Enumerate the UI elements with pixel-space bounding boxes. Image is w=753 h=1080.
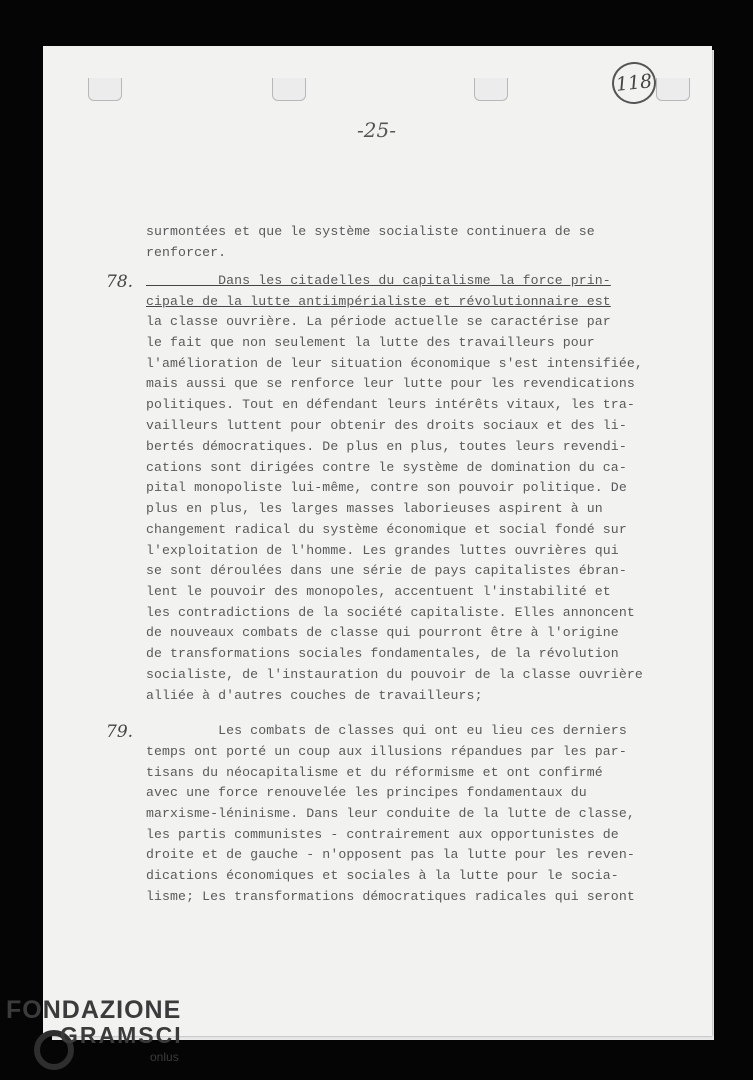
text-line: cipale de la lutte antiimpérialiste et révolutionnaire est bbox=[146, 294, 611, 309]
binder-hole bbox=[656, 78, 690, 101]
paragraph-number: 79. bbox=[106, 722, 134, 742]
text-line: bertés démocratiques. De plus en plus, toutes leurs revendi- bbox=[146, 439, 627, 454]
watermark-line-2: GRAMSCI bbox=[60, 1022, 183, 1048]
text-line: alliée à d'autres couches de travailleurs; bbox=[146, 688, 483, 703]
text-line: mais aussi que se renforce leur lutte pour les revendications bbox=[146, 376, 635, 391]
binder-hole bbox=[272, 78, 306, 101]
page-number: -25- bbox=[357, 118, 396, 142]
text-line: cations sont dirigées contre le système de domination du ca- bbox=[146, 460, 627, 475]
paragraph-number: 78. bbox=[106, 272, 134, 292]
text-line: lent le pouvoir des monopoles, accentuent l'instabilité et bbox=[146, 584, 611, 599]
watermark-line-3: onlus bbox=[150, 1050, 179, 1064]
text-line: plus en plus, les larges masses laborieuses aspirent à un bbox=[146, 501, 603, 516]
text-line: les contradictions de la société capitaliste. Elles annoncent bbox=[146, 605, 635, 620]
folio-number: 118 bbox=[610, 60, 658, 106]
text-line: vailleurs luttent pour obtenir des droits sociaux et des li- bbox=[146, 418, 627, 433]
text-line: marxisme-léninisme. Dans leur conduite de la lutte de classe, bbox=[146, 806, 635, 821]
text-line: le fait que non seulement la lutte des travailleurs pour bbox=[146, 335, 595, 350]
text-line: temps ont porté un coup aux illusions répandues par les par- bbox=[146, 744, 627, 759]
text-line: la classe ouvrière. La période actuelle se caractérise par bbox=[146, 314, 611, 329]
text-line: l'exploitation de l'homme. Les grandes luttes ouvrières qui bbox=[146, 543, 619, 558]
text-line: politiques. Tout en défendant leurs intérêts vitaux, les tra- bbox=[146, 397, 635, 412]
text-line: de nouveaux combats de classe qui pourront être à l'origine bbox=[146, 625, 619, 640]
text-line: socialiste, de l'instauration du pouvoir de la classe ouvrière bbox=[146, 667, 643, 682]
text-line: Les combats de classes qui ont eu lieu ces derniers bbox=[146, 723, 627, 738]
text-line: surmontées et que le système socialiste continuera de se bbox=[146, 224, 595, 239]
binder-hole bbox=[474, 78, 508, 101]
text-line: de transformations sociales fondamentales, de la révolution bbox=[146, 646, 619, 661]
document-page bbox=[43, 46, 712, 1036]
text-line: droite et de gauche - n'opposent pas la lutte pour les reven- bbox=[146, 847, 635, 862]
watermark-line-1: FONDAZIONE bbox=[6, 996, 182, 1024]
text-line: l'amélioration de leur situation économique s'est intensifiée, bbox=[146, 356, 643, 371]
text-line: Dans les citadelles du capitalisme la force prin- bbox=[146, 273, 611, 288]
text-line: les partis communistes - contrairement aux opportunistes de bbox=[146, 827, 619, 842]
text-line: pital monopoliste lui-même, contre son pouvoir politique. De bbox=[146, 480, 627, 495]
text-line: dications économiques et sociales à la lutte pour le socia- bbox=[146, 868, 619, 883]
text-line: renforcer. bbox=[146, 245, 227, 260]
text-line: se sont déroulées dans une série de pays capitalistes ébran- bbox=[146, 563, 627, 578]
binder-hole bbox=[88, 78, 122, 101]
text-line: changement radical du système économique et social fondé sur bbox=[146, 522, 627, 537]
text-line: tisans du néocapitalisme et du réformisme et ont confirmé bbox=[146, 765, 603, 780]
text-line: avec une force renouvelée les principes fondamentaux du bbox=[146, 785, 587, 800]
text-line: lisme; Les transformations démocratiques radicales qui seront bbox=[146, 889, 635, 904]
